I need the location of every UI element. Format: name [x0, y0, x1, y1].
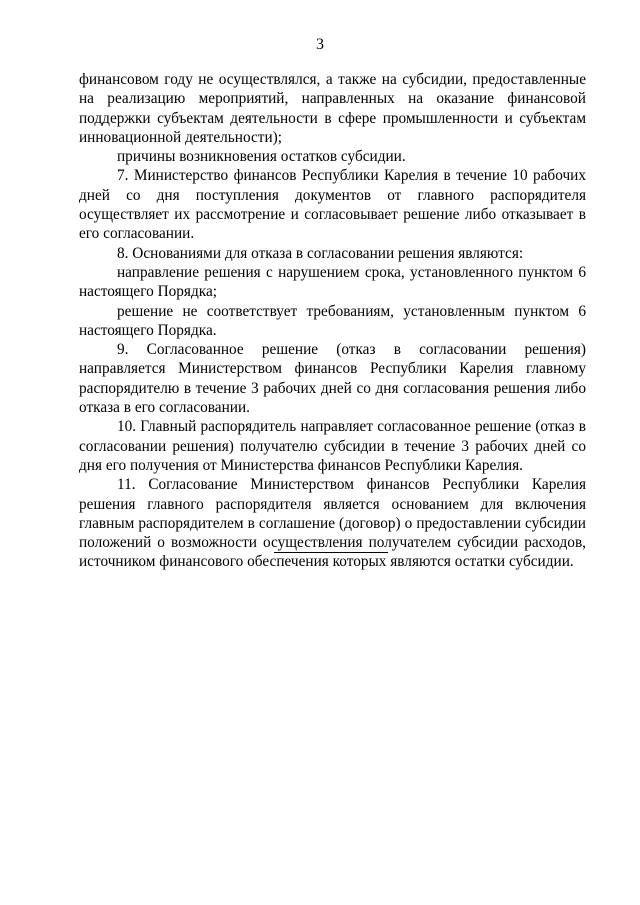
page-number: 3: [316, 36, 324, 53]
end-of-document-rule: [274, 552, 388, 553]
document-body: [79, 70, 586, 572]
paragraph-reasons-remainder: причины возникновения остатков субсидии.: [117, 148, 406, 166]
paragraph-item-11: 11. Согласование Министерством финансов Республики Карелия решения главного распорядителя является основанием для включения главным распорядителем в соглашение (договор) о предоставлении субсидии положений о возможности осуществления получателем субсидии расходов, источником финансового обеспечения которых являются остатки субсидии.: [79, 476, 586, 571]
paragraph-refusal-ground-1: направление решения с нарушением срока, установленного пунктом 6 настоящего Порядка;: [79, 263, 586, 301]
paragraph-refusal-ground-2: решение не соответствует требованиям, установленным пунктом 6 настоящего Порядка.: [79, 302, 586, 339]
paragraph-item-7: 7. Министерство финансов Республики Карелия в течение 10 рабочих дней со дня поступления документов от главного распорядителя осуществляет их рассмотрение и согласовывает решение либо отказывает в его согласовании.: [79, 167, 586, 243]
paragraph-item-8: 8. Основаниями для отказа в согласовании решения являются:: [117, 244, 524, 262]
paragraph-continuation: финансовом году не осуществлялся, а также на субсидии, предоставленные на реализацию мероприятий, направленных на оказание финансовой поддержки субъектам деятельности в сфере промышленности и субъектам инновационной деятельности);: [79, 71, 586, 146]
paragraph-item-9: 9. Согласованное решение (отказ в согласовании решения) направляется Министерством финансов Республики Карелия главному распорядителю в течение 3 рабочих дней со дня согласования решения либо отказа в его согласовании.: [79, 341, 586, 417]
paragraph-item-10: 10. Главный распорядитель направляет согласованное решение (отказ в согласовании решения) получателю субсидии в течение 3 рабочих дней со дня его получения от Министерства финансов Республики Карелия.: [79, 418, 586, 474]
